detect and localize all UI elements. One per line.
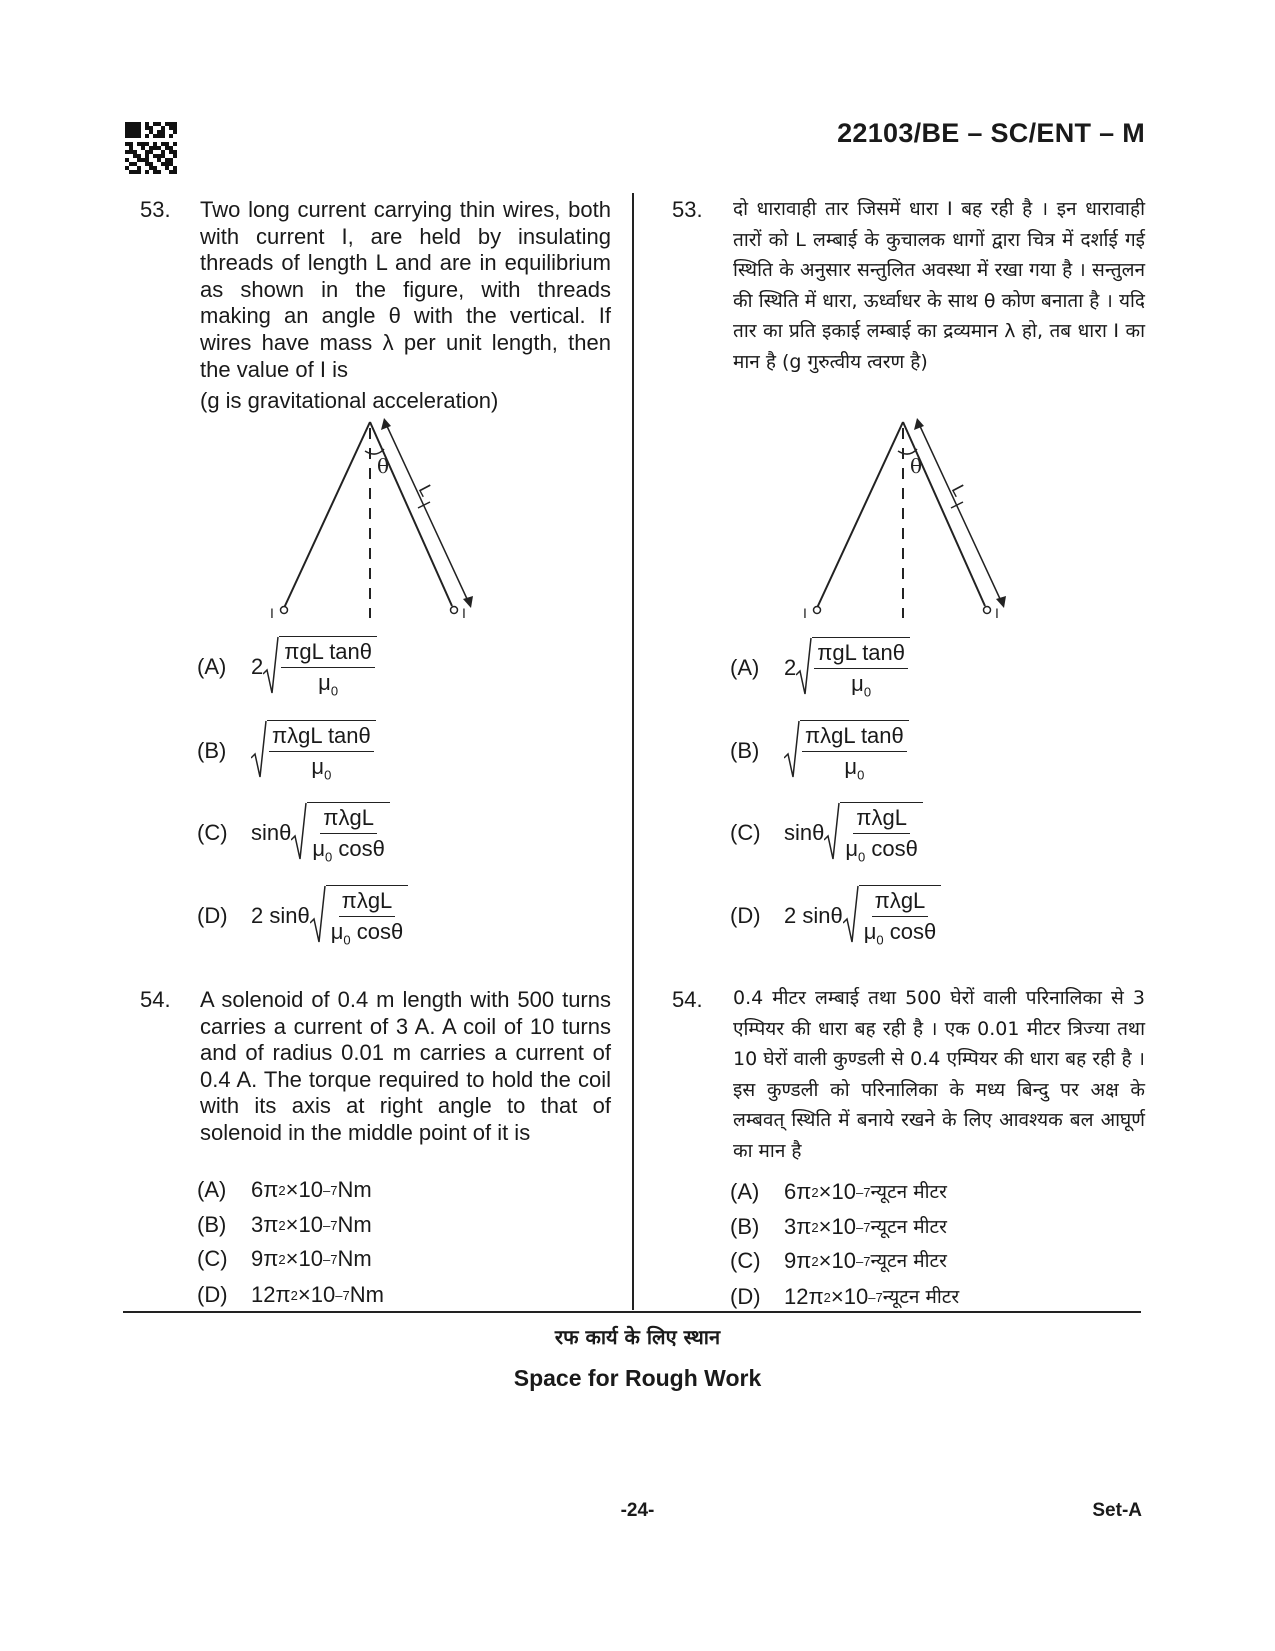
hi-wire-figure	[795, 418, 1015, 628]
hi-theta-label: θ	[910, 454, 923, 478]
en-wire-figure	[262, 418, 482, 628]
sqrt: $\frac{\text{πλgL tanθ}}{\mu_0}$	[784, 720, 909, 782]
sqrt: $\frac{\text{πλgL}}{\mu_0 \cos\theta}$	[291, 802, 390, 864]
rough-work-divider	[123, 1311, 1141, 1313]
en-q54-option-d[interactable]: (D) 12π 2 ×10 –7 Nm	[197, 1282, 384, 1307]
hi-q53-option-a[interactable]: (A) 2 $\frac{\text{πgL tanθ}}{\mu_0}$	[730, 637, 910, 699]
sqrt: $\frac{\text{πgL tanθ}}{\mu_0}$	[796, 637, 910, 699]
en-theta-label: θ	[377, 454, 390, 478]
hi-length-label: L	[947, 481, 971, 500]
hi-q53-number: 53.	[672, 197, 703, 222]
hi-q53-option-b[interactable]: (B) $\frac{\text{πλgL tanθ}}{\mu_0}$	[730, 720, 909, 782]
hi-q54-option-c[interactable]: (C) 9π 2 ×10 –7 न्यूटन मीटर	[730, 1248, 947, 1274]
en-q54-option-b[interactable]: (B) 3π 2 ×10 –7 Nm	[197, 1212, 372, 1237]
hi-current-left-label: I	[803, 605, 807, 621]
en-q53-number: 53.	[140, 197, 171, 222]
qr-code	[125, 122, 177, 174]
hi-q53-option-c[interactable]: (C) sinθ $\frac{\text{πλgL}}{\mu_0 \cos\theta}$	[730, 802, 923, 864]
en-q53-option-a[interactable]: (A) 2 $\frac{\text{πgL tanθ}}{\mu_0}$	[197, 636, 377, 698]
sqrt: $\frac{\text{πλgL}}{\mu_0 \cos\theta}$	[824, 802, 923, 864]
rough-work-heading-hindi: रफ कार्य के लिए स्थान	[554, 1325, 721, 1349]
en-q54-number: 54.	[140, 987, 171, 1012]
en-q53-option-d[interactable]: (D) 2 sinθ $\frac{\text{πλgL}}{\mu_0 \cos\theta}$	[197, 885, 408, 947]
en-current-left-label: I	[270, 605, 274, 621]
hi-q54-option-d[interactable]: (D) 12π 2 ×10 –7 न्यूटन मीटर	[730, 1284, 960, 1310]
hi-q54-text: 0.4 मीटर लम्बाई तथा 500 घेरों वाली परिनालिका से 3 एम्पियर की धारा बह रही है । एक 0.01 मीटर त्रिज्या तथा 10 घेरों वाली कुण्डली से 0.4 एम्पियर की धारा बह रही है । इस कुण्डली को परिनालिका के मध्य बिन्दु पर अक्ष के लम्बवत् स्थिति में बनाये रखने के लिए आवश्यक बल आघूर्ण का मान है	[733, 987, 1145, 1162]
en-q53-option-c[interactable]: (C) sinθ $\frac{\text{πλgL}}{\mu_0 \cos\theta}$	[197, 802, 390, 864]
sqrt: $\frac{\text{πgL tanθ}}{\mu_0}$	[263, 636, 377, 698]
en-q54-text: A solenoid of 0.4 m length with 500 turns carries a current of 3 A. A coil of 10 turns and of radius 0.01 m carries a current of 0.4 A. The torque required to hold the coil with its axis at right angle to that of solenoid in the middle point of it is	[200, 987, 611, 1145]
en-current-right-label: I	[462, 605, 466, 621]
en-q53-option-b[interactable]: (B) $\frac{\text{πλgL tanθ}}{\mu_0}$	[197, 720, 376, 782]
set-label: Set-A	[1092, 1500, 1142, 1521]
hi-q53-text: दो धारावाही तार जिसमें धारा I बह रही है । इन धारावाही तारों को L लम्बाई के कुचालक धागों द्वारा चित्र में दर्शाई गई स्थिति के अनुसार सन्तुलित अवस्था में रखा गया है । सन्तुलन की स्थिति में धारा, ऊर्ध्वाधर के साथ θ कोण बनाता है । यदि तार का प्रति इकाई लम्बाई का द्रव्यमान λ हो, तब धारा I का मान है (g गुरुत्वीय त्वरण है)	[733, 198, 1145, 373]
hi-q54-option-b[interactable]: (B) 3π 2 ×10 –7 न्यूटन मीटर	[730, 1214, 947, 1240]
paper-code: 22103/BE – SC/ENT – M	[837, 118, 1145, 148]
sqrt: $\frac{\text{πλgL tanθ}}{\mu_0}$	[251, 720, 376, 782]
sqrt: $\frac{\text{πλgL}}{\mu_0 \cos\theta}$	[843, 885, 942, 947]
hi-current-right-label: I	[995, 605, 999, 621]
page-number: -24-	[620, 1500, 655, 1521]
en-q54-option-c[interactable]: (C) 9π 2 ×10 –7 Nm	[197, 1246, 372, 1271]
sqrt: $\frac{\text{πλgL}}{\mu_0 \cos\theta}$	[310, 885, 409, 947]
en-q54-option-a[interactable]: (A) 6π 2 ×10 –7 Nm	[197, 1177, 372, 1202]
en-q53-note: (g is gravitational acceleration)	[200, 388, 499, 413]
column-divider	[632, 193, 634, 1310]
rough-work-heading-english: Space for Rough Work	[513, 1365, 762, 1391]
en-length-label: L	[414, 481, 438, 500]
hi-q53-option-d[interactable]: (D) 2 sinθ $\frac{\text{πλgL}}{\mu_0 \cos\theta}$	[730, 885, 941, 947]
hi-q54-option-a[interactable]: (A) 6π 2 ×10 –7 न्यूटन मीटर	[730, 1179, 947, 1205]
en-q53-text: Two long current carrying thin wires, both with current I, are held by insulating threads of length L and are in equilibrium as shown in the figure, with threads making an angle θ with the vertical. If wires have mass λ per unit length, then the value of I is	[200, 197, 611, 382]
hi-q54-number: 54.	[672, 987, 703, 1012]
